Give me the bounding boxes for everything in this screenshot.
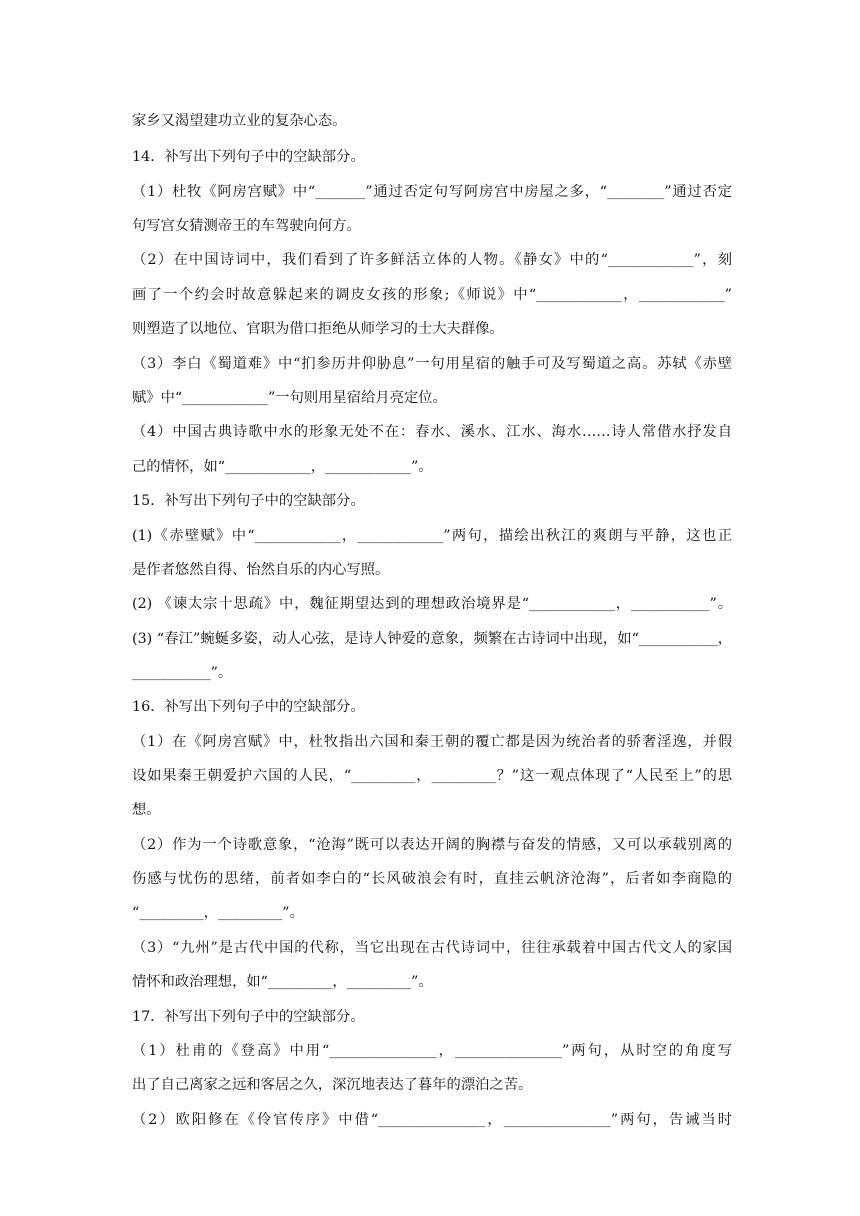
text-line: 则塑造了以地位、官职为借口拒绝从师学习的士大夫群像。 [132,321,504,337]
text-line: （2）作为一个诗歌意象，“沧海”既可以表达开阔的胸襟与奋发的情感，又可以承载别离的 [132,837,732,853]
question-15-heading: 15．补写出下列句子中的空缺部分。 [132,493,365,509]
text-line: 句写宫女猜测帝王的车驾驶向何方。 [132,218,361,234]
text-line: （1）杜甫的《登高》中用“_______________，_______________”两句，从时空的角度写 [132,1043,732,1059]
text-line: (1)《赤壁赋》中“____________，____________”两句，描绘出秋江的爽朗与平静，这也正 [132,528,732,544]
text-line: （2）欧阳修在《伶官传序》中借“_______________，_______________”两句，告诫当时 [132,1112,732,1128]
text-line: 想。 [132,802,161,818]
question-14-heading: 14．补写出下列句子中的空缺部分。 [132,149,365,165]
text-line: 赋》中“____________”一句则用星宿给月亮定位。 [132,390,447,406]
text-line: 情怀和政治理想，如“_________，_________”。 [132,974,433,990]
text-line: 是作者悠然自得、怡然自乐的内心写照。 [132,562,390,578]
text-line: （3）“九州”是古代中国的代称，当它出现在古代诗词中，往往承载着中国古代文人的家国 [132,940,732,956]
text-line: 己的情怀，如“____________，____________”。 [132,459,433,475]
text-line: “_________，_________”。 [132,905,304,921]
text-line: 家乡又渴望建功立业的复杂心态。 [132,113,347,129]
text-line: ___________”。 [132,665,233,681]
text-line: （1）杜牧《阿房宫赋》中“_______”通过否定句写阿房宫中房屋之多，“________”通过否定 [132,184,732,200]
text-line: （2）在中国诗词中，我们看到了许多鲜活立体的人物。《静女》中的“____________”，刻 [132,252,732,268]
text-line: (2) 《谏太宗十思疏》中，魏征期望达到的理想政治境界是“____________，___________”。 [132,596,732,612]
text-line: (3) “春江”蜿蜒多姿，动人心弦，是诗人钟爱的意象，频繁在古诗词中出现，如“___________， [132,631,732,647]
text-line: 出了自己离家之远和客居之久，深沉地表达了暮年的漂泊之苦。 [132,1077,533,1093]
text-line: （4）中国古典诗歌中水的形象无处不在：春水、溪水、江水、海水……诗人常借水抒发自 [132,424,732,440]
question-16-heading: 16．补写出下列句子中的空缺部分。 [132,699,365,715]
text-line: （3）李白《蜀道难》中“扪参历井仰胁息”一句用星宿的触手可及写蜀道之高。苏轼《赤壁 [132,356,732,372]
text-line: 设如果秦王朝爱护六国的人民，“_________，_________？”这一观点体现了“人民至上”的思 [132,768,732,784]
question-17-heading: 17．补写出下列句子中的空缺部分。 [132,1009,365,1025]
text-line: （1）在《阿房宫赋》中，杜牧指出六国和秦王朝的覆亡都是因为统治者的骄奢淫逸，并假 [132,734,732,750]
text-line: 画了一个约会时故意躲起来的调皮女孩的形象;《师说》中“____________，____________” [132,287,732,303]
text-line: 伤感与忧伤的思绪，前者如李白的“长风破浪会有时，直挂云帆济沧海”，后者如李商隐的 [132,871,732,887]
